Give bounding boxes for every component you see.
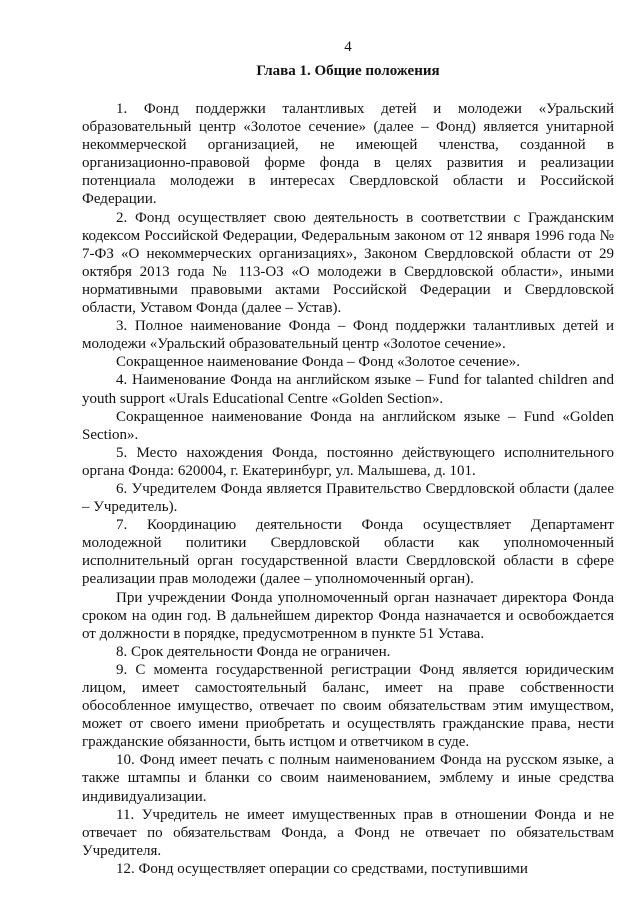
paragraph-7: 7. Координацию деятельности Фонда осуществляет Департамент молодежной политики Свердловской области как уполномоченный исполнительный орган государственной власти Свердловской области в сфере реализации прав молодежи (далее – уполномоченный орган). xyxy=(82,517,614,588)
paragraph-9: 9. С момента государственной регистрации Фонд является юридическим лицом, имеет самостоятельный баланс, имеет на праве собственности обособленное имущество, отвечает по своим обязательствам этим имуществом, может от своего имени приобретать и осуществлять гражданские права, нести гражданские обязанности, быть истцом и ответчиком в суде. xyxy=(82,661,614,751)
paragraph-10: 10. Фонд имеет печать с полным наименованием Фонда на русском языке, а также штампы и бланки со своим наименованием, эмблему и иные средства индивидуализации. xyxy=(82,752,614,805)
document-page xyxy=(82,38,614,878)
paragraph-4-short-name: Сокращенное наименование Фонда на английском языке – Fund «Golden Section». xyxy=(82,408,614,443)
paragraph-4: 4. Наименование Фонда на английском языке – Fund for talanted children and youth support «Urals Educational Centre «Golden Section». xyxy=(82,372,614,407)
paragraph-3-short-name: Сокращенное наименование Фонда – Фонд «Золотое сечение». xyxy=(116,354,520,371)
paragraph-12: 12. Фонд осуществляет операции со средствами, поступившими xyxy=(116,860,528,877)
paragraph-5: 5. Место нахождения Фонда, постоянно действующего исполнительного органа Фонда: 620004, г. Екатеринбург, ул. Малышева, д. 101. xyxy=(82,444,614,479)
body-text xyxy=(82,100,614,878)
page-number: 4 xyxy=(344,39,352,55)
paragraph-1: 1. Фонд поддержки талантливых детей и молодежи «Уральский образовательный центр «Золотое сечение» (далее – Фонд) является унитарной некоммерческой организацией, не имеющей членства, созданной в организационно-правовой форме фонда в целях развития и реализации потенциала молодежи в интересах Свердловской области и Российской Федерации. xyxy=(82,101,614,208)
paragraph-7-director: При учреждении Фонда уполномоченный орган назначает директора Фонда сроком на один год. В дальнейшем директор Фонда назначается и освобождается от должности в порядке, предусмотренном в пункте 51 Устава. xyxy=(82,589,614,642)
paragraph-11: 11. Учредитель не имеет имущественных прав в отношении Фонда и не отвечает по обязательствам Фонда, а Фонд не отвечает по обязательствам Учредителя. xyxy=(82,806,614,859)
paragraph-6: 6. Учредителем Фонда является Правительство Свердловской области (далее – Учредитель). xyxy=(82,480,614,516)
paragraph-2: 2. Фонд осуществляет свою деятельность в соответствии с Гражданским кодексом Российской Федерации, Федеральным законом от 12 января 1996 года № 7-ФЗ «О некоммерческих организациях», Законом Свердловской области от 29 октября 2013 года № 113-ОЗ «О молодежи в Свердловской области», иными нормативными правовыми актами Российской Федерации и Свердловской области, Уставом Фонда (далее – Устав). xyxy=(82,209,614,317)
paragraph-3: 3. Полное наименование Фонда – Фонд поддержки талантливых детей и молодежи «Уральский образовательный центр «Золотое сечение». xyxy=(82,318,614,353)
chapter-title: Глава 1. Общие положения xyxy=(256,63,440,79)
paragraph-8: 8. Срок деятельности Фонда не ограничен. xyxy=(116,643,391,660)
